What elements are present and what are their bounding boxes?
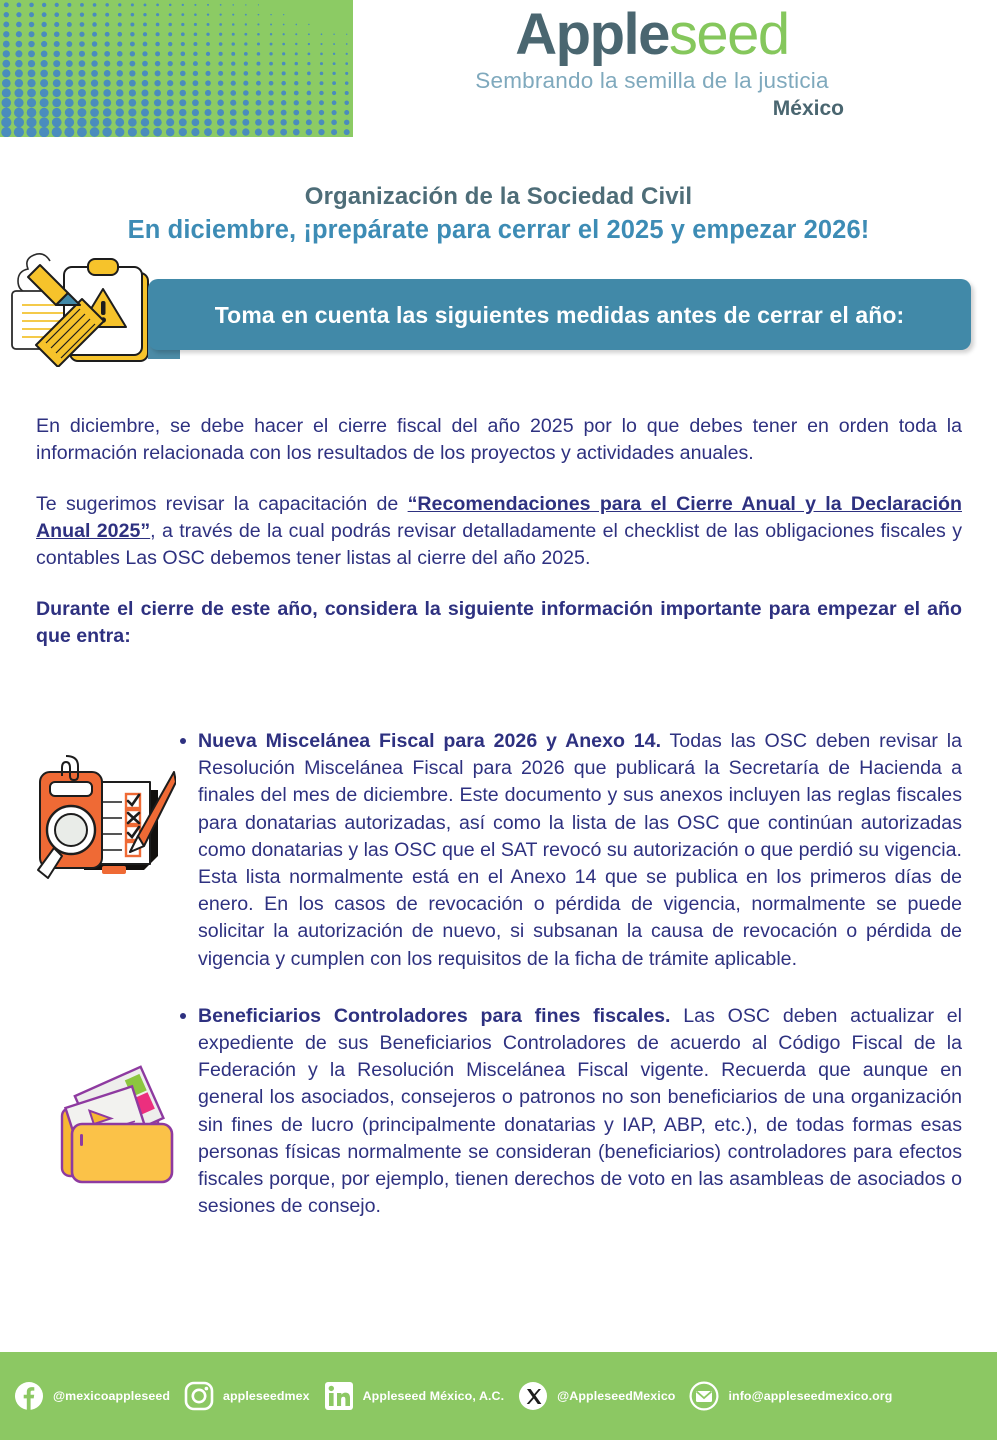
x-twitter-icon — [518, 1381, 548, 1411]
logo-seed-text: seed — [668, 2, 789, 67]
linkedin-icon — [324, 1381, 354, 1411]
bullet-2-lead: Beneficiarios Controladores para fines fiscales. — [198, 1004, 671, 1027]
page-title-line-2: En diciembre, ¡prepárate para cerrar el 2025 y empezar 2026! — [127, 216, 870, 244]
social-email[interactable] — [689, 1381, 892, 1411]
highlight-banner-text: Toma en cuenta las siguientes medidas antes de cerrar el año: — [214, 301, 905, 328]
logo-tagline: Sembrando la semilla de la justicia — [475, 68, 829, 93]
green-halftone-block — [0, 0, 353, 137]
bullet-item-1 — [176, 728, 962, 973]
halftone-dot-pattern — [0, 0, 353, 137]
body-content — [36, 413, 962, 650]
linkedin-handle: Appleseed México, A.C. — [362, 1389, 505, 1403]
social-x-twitter[interactable] — [518, 1381, 675, 1411]
bullet-dot-icon — [180, 1013, 186, 1019]
page-title-line-1: Organización de la Sociedad Civil — [304, 183, 693, 210]
checklist-magnifier-illustration — [26, 752, 176, 892]
bullet-dot-icon — [180, 738, 186, 744]
instagram-handle: appleseedmex — [223, 1389, 310, 1403]
bullet-list — [176, 728, 962, 1220]
paragraph-2-pre: Te sugerimos revisar la capacitación de — [36, 493, 408, 515]
paragraph-2 — [36, 491, 962, 572]
bullet-1-lead: Nueva Miscelánea Fiscal para 2026 y Anexo 14. — [198, 730, 662, 752]
logo-wordmark — [452, 4, 852, 66]
facebook-handle: @mexicoappleseed — [53, 1389, 170, 1403]
paragraph-3: Durante el cierre de este año, considera la siguiente información importante para empezar el año que entra: — [36, 598, 962, 647]
folder-documents-illustration — [44, 1062, 192, 1192]
bullet-2-text: Las OSC deben actualizar el expediente de sus Beneficiarios Controladores de acuerdo al Código Fiscal de la Federación y la Resolución Miscelánea Fiscal vigente. Recuerda que aunque en general los asociados, consejeros o patronos no son beneficiarios de una organización sin fines de lucro (principalmente donatarias y IAP, ABP, etc.), de todas formas esas personas físicas normalmente se consideran (beneficiarios) controladores para efectos fiscales porque, por ejemplo, tienen derechos de voto en las asambleas de asociados o sesiones de consejo. — [198, 1004, 962, 1218]
footer-bar — [0, 1352, 997, 1440]
facebook-icon — [14, 1381, 44, 1411]
email-handle: info@appleseedmexico.org — [728, 1389, 893, 1403]
training-link[interactable]: “Recomendaciones para el Cierre Anual y la Declaración Anual 2025” — [36, 493, 962, 542]
x-twitter-handle: @AppleseedMexico — [557, 1389, 676, 1403]
paragraph-1: En diciembre, se debe hacer el cierre fiscal del año 2025 por lo que debes tener en orden toda la información relacionada con los resultados de los proyectos y actividades anuales. — [36, 415, 962, 464]
bullet-item-2 — [176, 1003, 962, 1221]
social-linkedin[interactable] — [324, 1381, 505, 1411]
bullet-1-text: Todas las OSC deben revisar la Resolución Miscelánea Fiscal para 2026 que publicará la Secretaría de Hacienda a finales del mes de diciembre. Este documento y sus anexos incluyen las reglas fiscales para donatarias autorizadas, así como la lista de las OSC que continúan autorizadas como donatarias y las OSC que el SAT revocó su autorización o que perdió su vigencia. Esta lista normalmente está en el Anexo 14 que se publica en los primeros días de enero. En los casos de revocación o pérdida de vigencia, normalmente se puede solicitar la autorización de nuevo, si subsanan la causa de revocación o pérdida de vigencia y cumplen con los requisitos de la ficha de trámite aplicable. — [198, 730, 962, 970]
logo-apple-text: Apple — [515, 2, 669, 67]
paragraph-2-post: , a través de la cual podrás revisar detalladamente el checklist de las obligaciones fiscales y contables Las OSC debemos tener listas al cierre del año 2025. — [36, 520, 962, 569]
social-instagram[interactable] — [184, 1381, 310, 1411]
appleseed-logo — [452, 4, 852, 122]
instagram-icon — [184, 1381, 214, 1411]
social-facebook[interactable] — [14, 1381, 170, 1411]
highlight-banner — [148, 279, 971, 350]
email-icon — [689, 1381, 719, 1411]
logo-country: México — [772, 97, 844, 120]
